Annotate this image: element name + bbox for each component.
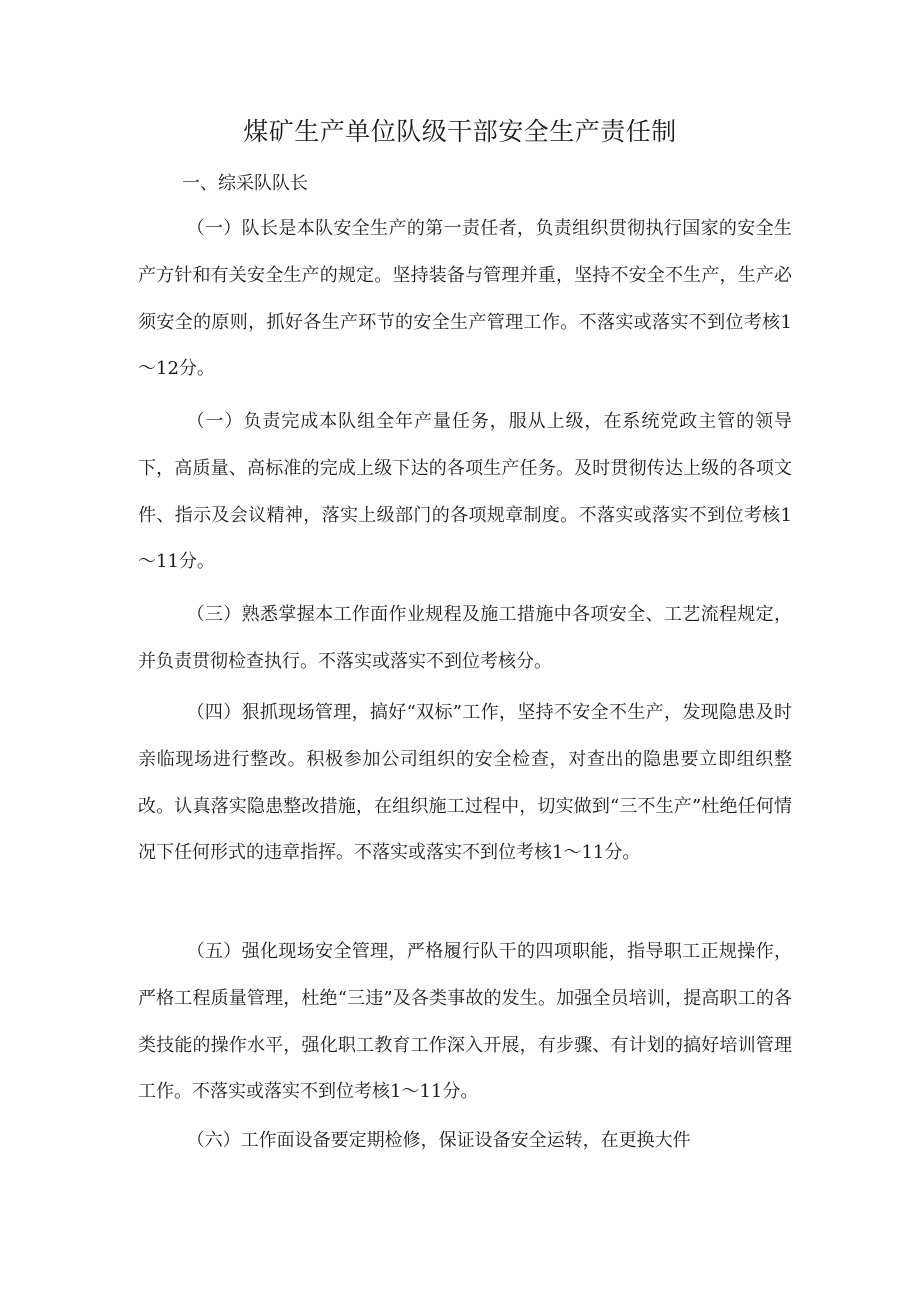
section-heading: 一、综采队队长: [182, 173, 308, 194]
paragraph-2: （一）负责完成本队组全年产量任务，服从上级，在系统党政主管的领导下，高质量、高标准的完成上级下达的各项生产任务。及时贯彻传达上级的各项文件、指示及会议精神，落实上级部门的各项规章制度。不落实或落实不到位考核1～11分。: [138, 411, 792, 573]
paragraph-6: （六）工作面设备要定期检修，保证设备安全运转，在更换大件: [186, 1130, 691, 1151]
document-title: 煤矿生产单位队级干部安全生产责任制: [243, 117, 677, 146]
paragraph-4: （四）狠抓现场管理，搞好“双标”工作，坚持不安全不生产，发现隐患及时亲临现场进行整改。积极参加公司组织的安全检查，对查出的隐患要立即组织整改。认真落实隐患整改措施，在组织施工过程中，切实做到“三不生产”杜绝任何情况下任何形式的违章指挥。不落实或落实不到位考核1～11分。: [138, 702, 792, 864]
paragraph-5: （五）强化现场安全管理，严格履行队干的四项职能，指导职工正规操作，严格工程质量管理，杜绝“三违”及各类事故的发生。加强全员培训，提高职工的各类技能的操作水平，强化职工教育工作深入开展，有步骤、有计划的搞好培训管理工作。不落实或落实不到位考核1～11分。: [138, 941, 792, 1103]
paragraph-1: （一）队长是本队安全生产的第一责任者，负责组织贯彻执行国家的安全生产方针和有关安全生产的规定。坚持装备与管理并重，坚持不安全不生产，生产必须安全的原则，抓好各生产环节的安全生产管理工作。不落实或落实不到位考核1～12分。: [138, 218, 792, 380]
paragraph-3: （三）熟悉掌握本工作面作业规程及施工措施中各项安全、工艺流程规定，并负责贯彻检查执行。不落实或落实不到位考核分。: [138, 604, 792, 672]
